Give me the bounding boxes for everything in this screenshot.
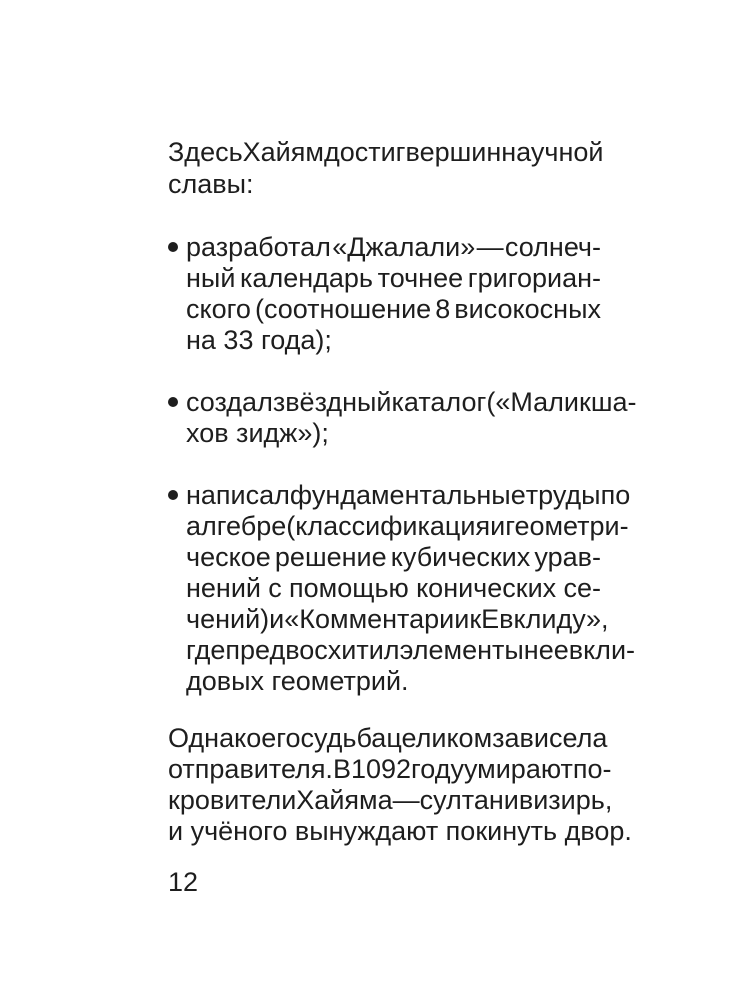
word: чений)	[186, 604, 270, 634]
bullet-1-line-3	[186, 293, 601, 325]
word: Хайяма	[296, 785, 393, 815]
word: его	[261, 723, 301, 753]
word: кубических	[390, 542, 531, 572]
word: («Маликша-	[486, 387, 637, 417]
word: Здесь	[168, 137, 243, 167]
word: элементы	[399, 635, 524, 665]
bullet-1-line-4: на 33 года);	[186, 325, 332, 355]
word: «Комментарии	[284, 604, 470, 634]
bullet-3-line-2	[186, 510, 629, 542]
word: високосных	[454, 294, 601, 324]
word: —	[476, 232, 504, 262]
bullet-3-line-1	[186, 479, 631, 511]
closing-line-3	[168, 784, 613, 816]
word: Евклиду»,	[481, 604, 609, 634]
word: 1092	[350, 754, 412, 784]
bullet-dot-3	[168, 490, 178, 500]
bullet-dot-2	[168, 397, 178, 407]
word: визирь,	[518, 785, 613, 815]
bullet-2-line-2: хов зидж»);	[186, 418, 329, 448]
word: Хайям	[242, 137, 324, 167]
word: В	[332, 754, 351, 784]
word: ный	[186, 263, 236, 293]
word: по-	[572, 754, 612, 784]
word: году	[411, 754, 464, 784]
word: урав-	[534, 542, 601, 572]
word: (соотношение	[254, 294, 432, 324]
word: зависела	[492, 723, 608, 753]
bullet-3-line-5	[186, 603, 609, 635]
word: целиком	[386, 723, 493, 753]
word: правителя.	[194, 754, 333, 784]
word: где	[186, 635, 226, 665]
word: се-	[563, 573, 601, 603]
intro-line-2: славы:	[168, 169, 254, 199]
closing-line-4: и учёного вынуждают покинуть двор.	[168, 816, 632, 846]
intro-line-1	[168, 136, 604, 168]
word: помощью	[289, 573, 409, 603]
word: кровители	[168, 785, 297, 815]
bullet-2-line-1	[186, 386, 637, 418]
word: —	[392, 785, 420, 815]
word: и	[503, 785, 519, 815]
word: и	[490, 511, 506, 541]
word: календарь	[240, 263, 373, 293]
word: «Джалали»	[332, 232, 476, 262]
page-number: 12	[168, 867, 199, 897]
word: солнеч-	[504, 232, 601, 262]
word: Однако	[168, 723, 262, 753]
word: создал	[186, 387, 273, 417]
word: и	[269, 604, 285, 634]
word: нений	[186, 573, 262, 603]
bullet-3-line-3	[186, 541, 601, 573]
word: умирают	[463, 754, 573, 784]
closing-line-2	[168, 753, 612, 785]
word: к	[469, 604, 482, 634]
word: (классификация	[286, 511, 491, 541]
word: точнее	[377, 263, 464, 293]
word: от	[168, 754, 195, 784]
word: решение	[274, 542, 387, 572]
word: фундаментальные	[289, 480, 526, 510]
word: достиг	[323, 137, 406, 167]
word: геометри-	[505, 511, 629, 541]
word: предвосхитил	[225, 635, 400, 665]
word: с	[268, 573, 282, 603]
word: написал	[186, 480, 290, 510]
word: конических	[416, 573, 557, 603]
word: труды	[525, 480, 601, 510]
bullet-dot-1	[168, 242, 178, 252]
word: ского	[186, 294, 251, 324]
bullet-3-line-4	[186, 572, 601, 604]
word: ческое	[186, 542, 271, 572]
bullet-3-line-7: довых геометрий.	[186, 666, 409, 696]
word: григориан-	[467, 263, 601, 293]
word: по	[600, 480, 631, 510]
closing-line-1	[168, 722, 608, 754]
word: неевкли-	[523, 635, 636, 665]
word: вершин	[405, 137, 502, 167]
word: разработал	[186, 232, 331, 262]
bullet-1-line-1	[186, 231, 601, 263]
word: султан	[419, 785, 504, 815]
word: 8	[435, 294, 451, 324]
word: звёздный	[272, 387, 392, 417]
word: каталог	[391, 387, 487, 417]
word: алгебре	[186, 511, 287, 541]
word: научной	[501, 137, 604, 167]
word: судьба	[300, 723, 387, 753]
bullet-3-line-6	[186, 634, 636, 666]
bullet-1-line-2	[186, 262, 601, 294]
